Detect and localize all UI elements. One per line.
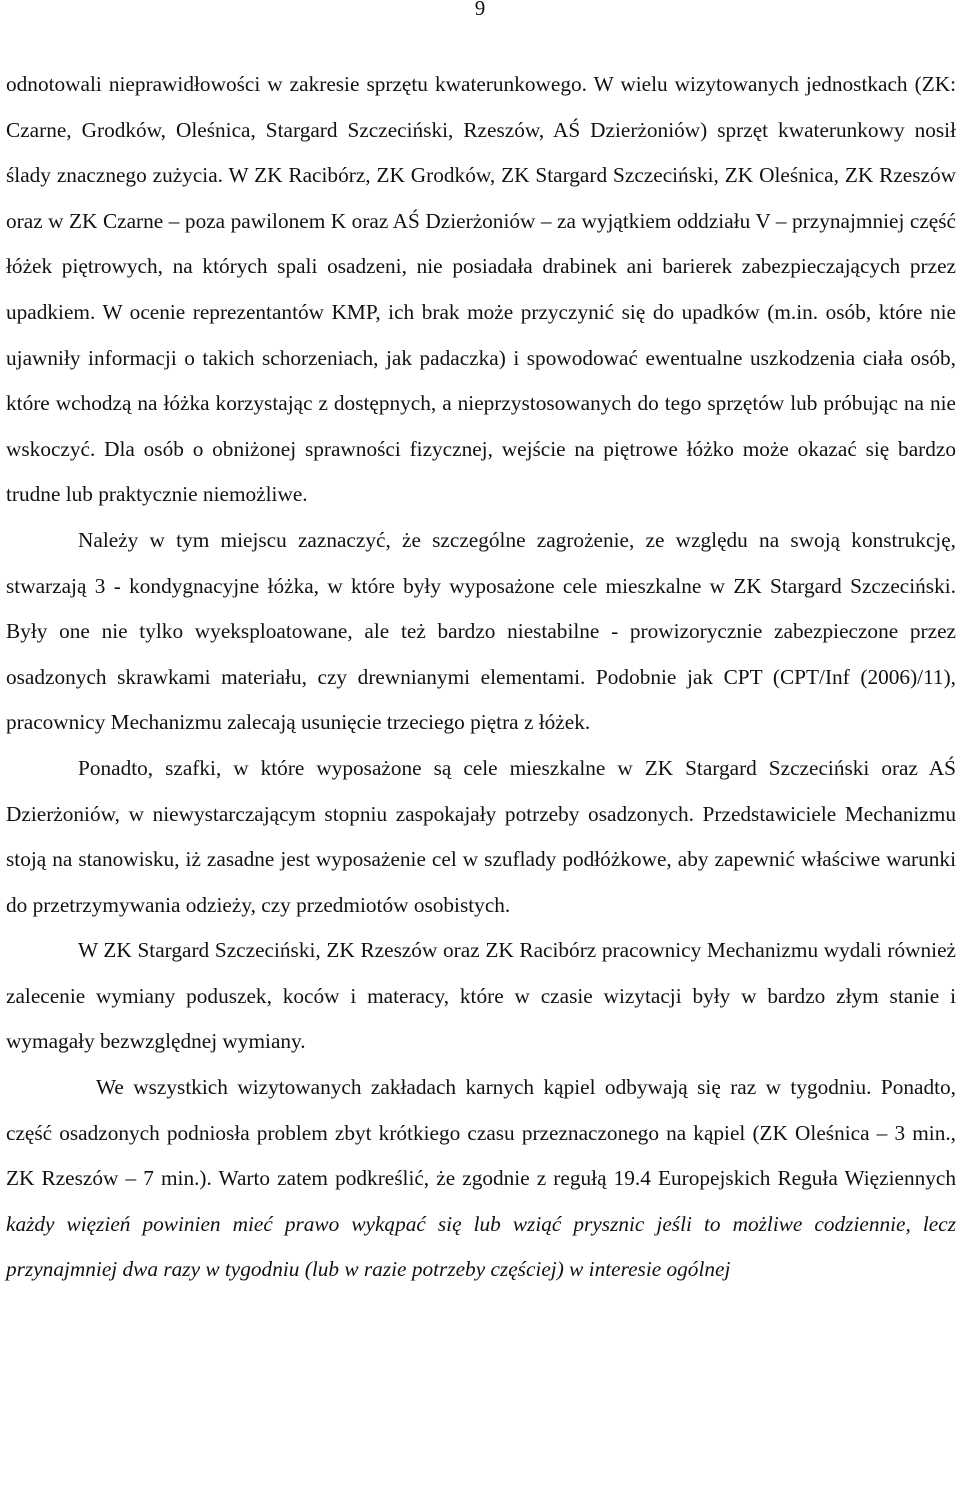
paragraph-bathing	[6, 1065, 956, 1293]
paragraph-three-tier-beds: Należy w tym miejscu zaznaczyć, że szczególne zagrożenie, ze względu na swoją konstrukcję, stwarzają 3 - kondygnacyjne łóżka, w które były wyposażone cele mieszkalne w ZK Stargard Szczeciński. Były one nie tylko wyeksploatowane, ale też bardzo niestabilne - prowizorycznie zabezpieczone przez osadzonych skrawkami materiału, czy drewnianymi elementami. Podobnie jak CPT (CPT/Inf (2006)/11), pracownicy Mechanizmu zalecają usunięcie trzeciego piętra z łóżek.	[6, 527, 956, 735]
paragraph-bedding: W ZK Stargard Szczeciński, ZK Rzeszów oraz ZK Racibórz pracownicy Mechanizmu wydali również zalecenie wymiany poduszek, koców i materacy, które w czasie wizytacji były w bardzo złym stanie i wymagały bezwzględnej wymiany.	[6, 938, 956, 1054]
paragraph-bathing-text: We wszystkich wizytowanych zakładach karnych kąpiel odbywają się raz w tygodniu. Ponadto, część osadzonych podniosła problem zbyt krótkiego czasu przeznaczonego na kąpiel (ZK Oleśnica – 3 min., ZK Rzeszów – 7 min.). Warto zatem podkreślić, że zgodnie z regułą 19.4 Europejskich Reguła Więziennych	[6, 1075, 956, 1191]
paragraph-cabinets: Ponadto, szafki, w które wyposażone są cele mieszkalne w ZK Stargard Szczeciński oraz AŚ Dzierżoniów, w niewystarczającym stopniu zaspokajały potrzeby osadzonych. Przedstawiciele Mechanizmu stoją na stanowisku, iż zasadne jest wyposażenie cel w szuflady podłóżkowe, aby zapewnić właściwe warunki do przetrzymywania odzieży, czy przedmiotów osobistych.	[6, 755, 956, 917]
prison-rule-quote: każdy więzień powinien mieć prawo wykąpać się lub wziąć prysznic jeśli to możliwe codziennie, lecz przynajmniej dwa razy w tygodniu (lub w razie potrzeby częściej) w interesie ogólnej	[6, 1211, 956, 1282]
paragraph-equipment: odnotowali nieprawidłowości w zakresie sprzętu kwaterunkowego. W wielu wizytowanych jednostkach (ZK: Czarne, Grodków, Oleśnica, Stargard Szczeciński, Rzeszów, AŚ Dzierżoniów) sprzęt kwaterunkowy nosił ślady znacznego zużycia. W ZK Racibórz, ZK Grodków, ZK Stargard Szczeciński, ZK Oleśnica, ZK Rzeszów oraz w ZK Czarne – poza pawilonem K oraz AŚ Dzierżoniów – za wyjątkiem oddziału V – przynajmniej część łóżek piętrowych, na których spali osadzeni, nie posiadała drabinek ani barierek zabezpieczających przez upadkiem. W ocenie reprezentantów KMP, ich brak może przyczynić się do upadków (m.in. osób, które nie ujawniły informacji o takich schorzeniach, jak padaczka) i spowodować ewentualne uszkodzenia ciała osób, które wchodzą na łóżka korzystając z dostępnych, a nieprzystosowanych do tego sprzętów lub próbując na nie wskoczyć. Dla osób o obniżonej sprawności fizycznej, wejście na piętrowe łóżko może okazać się bardzo trudne lub praktycznie niemożliwe.	[6, 72, 956, 507]
page-number: 9	[474, 0, 486, 20]
document-body	[6, 62, 956, 1293]
